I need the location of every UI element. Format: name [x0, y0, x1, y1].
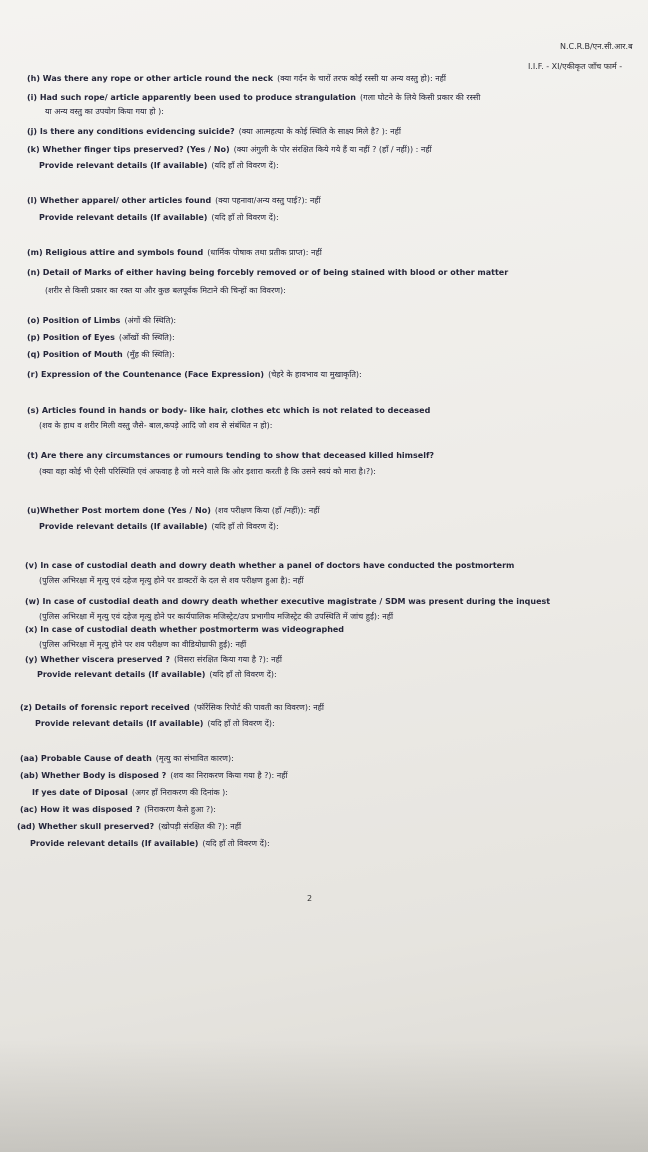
- form-line-english: (t) Are there any circumstances or rumours tending to show that deceased killed himself?: [27, 451, 435, 460]
- form-line-hindi: (पुलिस अभिरक्षा में मृत्यु होने पर शव परीक्षण का वीडियोग्राफी हुई): नहीं: [39, 640, 247, 649]
- form-line: [35, 719, 275, 729]
- form-line-hindi: (मुँह की स्थिति):: [126, 350, 175, 359]
- form-line: [20, 771, 288, 781]
- form-line: [27, 74, 446, 84]
- form-line-hindi: (मृत्यु का संभावित कारण):: [155, 754, 234, 763]
- form-line-english: (w) In case of custodial death and dowry death whether executive magistrate / SDM was present during the inquest: [25, 597, 551, 606]
- form-line-english: (r) Expression of the Countenance (Face Expression): [27, 370, 265, 379]
- header-form-code: N.C.R.B/एन.सी.आर.ब: [560, 42, 633, 51]
- form-line-hindi: (शव परीक्षण किया (हाँ /नहीं)): नहीं: [214, 506, 320, 515]
- form-line: [27, 506, 320, 516]
- form-line-english: If yes date of Diposal: [32, 788, 128, 797]
- form-line: [30, 839, 270, 849]
- form-line: [17, 822, 241, 832]
- form-line: [45, 286, 286, 296]
- form-line-hindi: (गला घोटने के लिये किसी प्रकार की रस्सी: [359, 93, 481, 102]
- header-form-title: I.I.F. - XI/एकीकृत जाँच फार्म -: [528, 62, 623, 71]
- form-line-hindi: (फॉरेंसिक रिपोर्ट की पावती का विवरण): नहीं: [193, 703, 324, 712]
- form-line: [20, 703, 324, 713]
- form-line-hindi: (अंगों की स्थिति):: [124, 316, 177, 325]
- form-line-english: Provide relevant details (If available): [30, 839, 199, 848]
- form-line: [25, 597, 550, 607]
- form-line-english: (m) Religious attire and symbols found: [27, 248, 204, 257]
- form-line: [39, 213, 279, 223]
- form-line-english: (x) In case of custodial death whether postmorterm was videographed: [25, 625, 345, 634]
- form-line-hindi: (क्या आत्महत्या के कोई स्थिति के साक्ष्य मिले है? ): नहीं: [238, 127, 401, 136]
- form-line-hindi: (यदि हाँ तो विवरण दें):: [211, 522, 279, 531]
- form-line-english: (aa) Probable Cause of death: [20, 754, 152, 763]
- form-line-hindi: (शरीर से किसी प्रकार का रक्त या और कुछ बलपूर्वक मिटाने की चिन्हों का विवरण):: [45, 286, 286, 295]
- form-line: [27, 248, 322, 258]
- form-line: [32, 788, 228, 798]
- form-line: [27, 93, 480, 103]
- form-line: [27, 370, 362, 380]
- form-line: [27, 316, 176, 326]
- form-line-english: (s) Articles found in hands or body- like hair, clothes etc which is not related to deceased: [27, 406, 431, 415]
- form-line: [20, 805, 216, 815]
- form-line-english: (ab) Whether Body is disposed ?: [20, 771, 167, 780]
- form-line-english: (o) Position of Limbs: [27, 316, 121, 325]
- page-shadow: [0, 1040, 648, 1152]
- form-line-hindi: (आँखों की स्थिति):: [118, 333, 175, 342]
- form-line-hindi: (पुलिस अभिरक्षा में मृत्यु एवं दहेज मृत्यु होने पर डाक्टरों के दल से शव परीक्षण हुआ है): नहीं: [39, 576, 304, 585]
- form-line: [25, 625, 344, 635]
- form-line: [39, 161, 279, 171]
- form-line-hindi: (धार्मिक पोषाक तथा प्रतीक प्राप्त): नहीं: [207, 248, 322, 257]
- form-line-hindi: (खोपड़ी संरक्षित की ?): नहीं: [158, 822, 242, 831]
- form-line-english: Provide relevant details (If available): [39, 522, 208, 531]
- form-line-english: (n) Detail of Marks of either having being forcebly removed or of being stained with blood or other matter: [27, 268, 509, 277]
- form-line-english: (v) In case of custodial death and dowry death whether a panel of doctors have conducted the postmorterm: [25, 561, 515, 570]
- form-line-hindi: (यदि हाँ तो विवरण दें):: [202, 839, 270, 848]
- form-line-hindi: (यदि हाँ तो विवरण दें):: [209, 670, 277, 679]
- form-line: [39, 640, 246, 650]
- page-number: 2: [307, 894, 313, 903]
- form-line-english: (p) Position of Eyes: [27, 333, 115, 342]
- form-line-hindi: या अन्य वस्तु का उपयोग किया गया हो ):: [45, 107, 164, 116]
- form-line-hindi: (क्या अंगुली के पोर संरक्षित किये गये हैं या नहीं ? (हाँ / नहीं)) : नहीं: [233, 145, 432, 154]
- form-line: [20, 754, 234, 764]
- form-line-hindi: (विसरा संरक्षित किया गया है ?): नहीं: [173, 655, 282, 664]
- form-line: [39, 421, 272, 431]
- form-line-english: (ad) Whether skull preserved?: [17, 822, 155, 831]
- form-line-english: Provide relevant details (If available): [39, 161, 208, 170]
- form-line: [27, 127, 401, 137]
- form-line: [27, 350, 175, 360]
- form-line-english: (j) Is there any conditions evidencing suicide?: [27, 127, 235, 136]
- form-line-english: (q) Position of Mouth: [27, 350, 123, 359]
- form-line-hindi: (चेहरे के हावभाव या मुखाकृति):: [268, 370, 362, 379]
- form-line: [45, 107, 164, 117]
- form-line-english: (k) Whether finger tips preserved? (Yes / No): [27, 145, 230, 154]
- form-line-hindi: (शव का निराकरण किया गया है ?): नहीं: [170, 771, 288, 780]
- form-line-hindi: (अगर हाँ निराकरण की दिनांक ):: [131, 788, 228, 797]
- form-line-english: (i) Had such rope/ article apparently been used to produce strangulation: [27, 93, 356, 102]
- form-line-hindi: (निराकरण कैसे हुआ ?):: [144, 805, 216, 814]
- form-line-hindi: (क्या वहा कोई भी ऐसी परिस्थिति एवं अफवाह है जो मरने वाले कि ओर इशारा करती है कि उसने स्वयं को मारा है।?):: [39, 467, 376, 476]
- form-line: [39, 576, 304, 586]
- form-line-english: (z) Details of forensic report received: [20, 703, 190, 712]
- form-line-english: Provide relevant details (If available): [35, 719, 204, 728]
- form-line: [27, 145, 432, 155]
- form-line: [37, 670, 277, 680]
- form-line: [27, 406, 430, 416]
- form-line-english: Provide relevant details (If available): [39, 213, 208, 222]
- form-line: [25, 561, 514, 571]
- form-line-english: (y) Whether viscera preserved ?: [25, 655, 170, 664]
- form-line: [39, 467, 376, 477]
- form-line-english: (l) Whether apparel/ other articles found: [27, 196, 212, 205]
- form-line-english: (ac) How it was disposed ?: [20, 805, 141, 814]
- form-line: [39, 522, 279, 532]
- form-line-hindi: (पुलिस अभिरक्षा में मृत्यु एवं दहेज मृत्यु होने पर कार्यपालिक मजिस्ट्रेट/उप प्रभागीय मजिस्ट्रेट की उपस्थिति में जांच हुई): नहीं: [39, 612, 394, 621]
- form-line: [27, 196, 321, 206]
- form-line: [27, 333, 175, 343]
- form-line: [27, 268, 508, 278]
- form-line: [27, 451, 434, 461]
- form-line: [39, 612, 393, 622]
- form-line: [25, 655, 282, 665]
- form-line-hindi: (यदि हाँ तो विवरण दें):: [211, 213, 279, 222]
- form-line-hindi: (शव के हाथ व शरीर मिली वस्तु जैसे- बाल,कपड़े आदि जो शव से संबंधित न हो):: [39, 421, 273, 430]
- form-line-hindi: (क्या पहनावा/अन्य वस्तु पाई?): नहीं: [215, 196, 321, 205]
- form-line-hindi: (क्या गर्दन के चारों तरफ कोई रस्सी या अन्य वस्तु हो): नहीं: [277, 74, 446, 83]
- form-line-hindi: (यदि हाँ तो विवरण दें):: [211, 161, 279, 170]
- form-line-english: (u)Whether Post mortem done (Yes / No): [27, 506, 211, 515]
- form-line-english: (h) Was there any rope or other article round the neck: [27, 74, 274, 83]
- form-line-english: Provide relevant details (If available): [37, 670, 206, 679]
- form-line-hindi: (यदि हाँ तो विवरण दें):: [207, 719, 275, 728]
